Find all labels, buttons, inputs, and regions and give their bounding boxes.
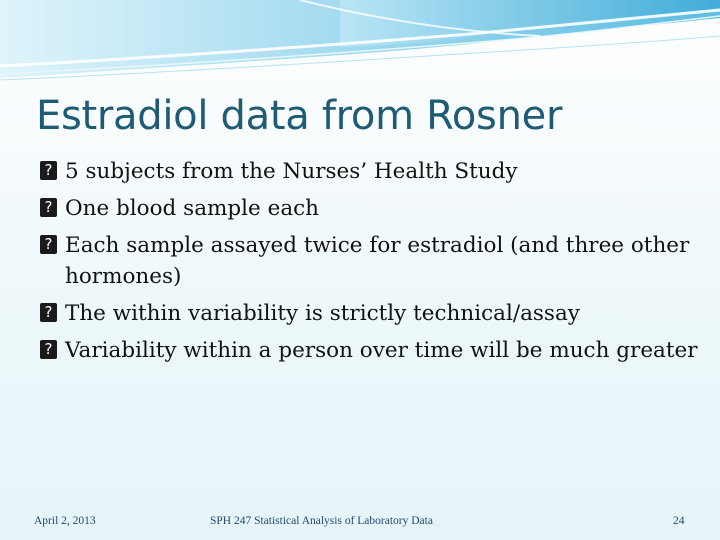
bullet-text: One blood sample each	[65, 196, 320, 221]
page-number: 24	[673, 515, 685, 527]
bullet-list	[40, 156, 700, 372]
missing-glyph-icon: ?	[40, 161, 57, 180]
list-item	[40, 230, 700, 292]
footer-course-title: SPH 247 Statistical Analysis of Laboratory Data	[210, 515, 433, 527]
list-item	[40, 298, 700, 329]
missing-glyph-icon: ?	[40, 303, 57, 322]
list-item	[40, 193, 700, 224]
slide-title: Estradiol data from Rosner	[36, 93, 563, 139]
missing-glyph-icon: ?	[40, 198, 57, 217]
bullet-text: Each sample assayed twice for estradiol (and three other hormones)	[65, 233, 690, 289]
bullet-text: The within variability is strictly technical/assay	[65, 301, 580, 326]
bullet-text: Variability within a person over time will be much greater	[65, 338, 698, 363]
list-item	[40, 156, 700, 187]
footer-date: April 2, 2013	[34, 515, 96, 527]
bullet-text: 5 subjects from the Nurses’ Health Study	[65, 159, 518, 184]
list-item	[40, 335, 700, 366]
decorative-banner	[0, 0, 720, 90]
missing-glyph-icon: ?	[40, 340, 57, 359]
missing-glyph-icon: ?	[40, 235, 57, 254]
